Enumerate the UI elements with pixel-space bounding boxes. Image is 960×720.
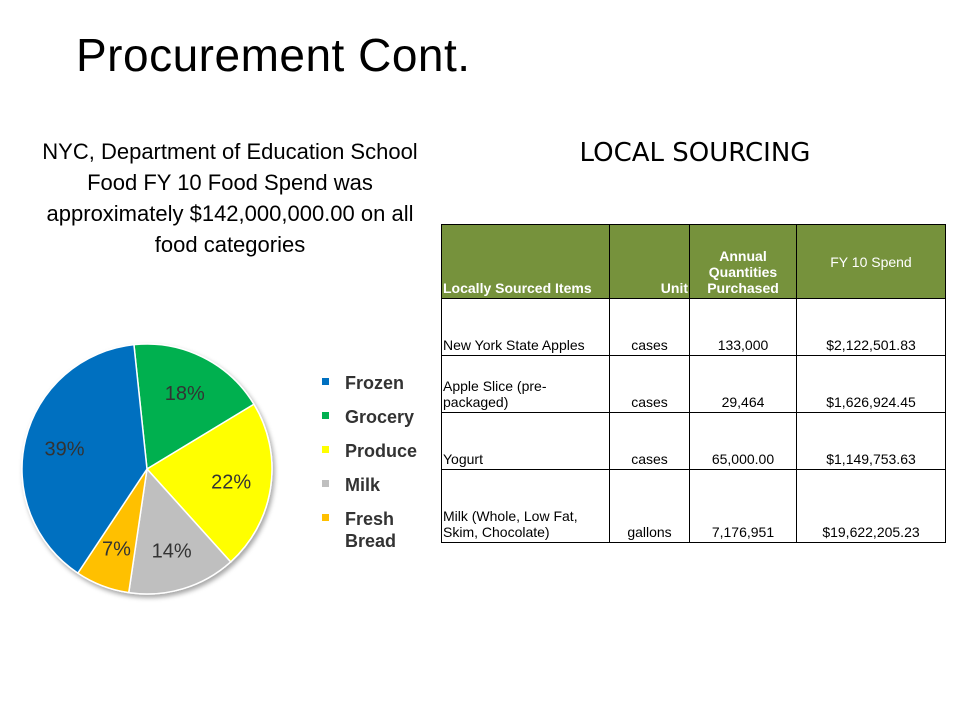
- legend-label: Milk: [345, 475, 381, 495]
- quantity-cell: 133,000: [690, 299, 797, 356]
- legend-label: Produce: [345, 441, 418, 461]
- legend-item: [322, 508, 432, 552]
- spend-cell: $1,626,924.45: [797, 356, 946, 413]
- unit-cell: cases: [610, 299, 690, 356]
- pie-label-grocery: 18%: [164, 382, 205, 405]
- legend-swatch: [322, 378, 329, 385]
- table-row: [442, 413, 946, 470]
- table-row: [442, 470, 946, 543]
- legend-swatch: [322, 446, 329, 453]
- spend-cell: $19,622,205.23: [797, 470, 946, 543]
- legend-swatch: [322, 480, 329, 487]
- section-title: LOCAL SOURCING: [579, 138, 811, 168]
- quantity-cell: 29,464: [690, 356, 797, 413]
- item-cell: Milk (Whole, Low Fat, Skim, Chocolate): [442, 470, 610, 543]
- pie-chart: [0, 0, 300, 620]
- legend-label: Frozen: [345, 373, 405, 393]
- legend-item: [322, 440, 432, 462]
- table-header-row: [442, 225, 946, 299]
- legend-swatch: [322, 514, 329, 521]
- legend-item: [322, 474, 432, 496]
- table-row: [442, 299, 946, 356]
- legend-item: [322, 406, 432, 428]
- item-cell: Yogurt: [442, 413, 610, 470]
- item-cell: New York State Apples: [442, 299, 610, 356]
- pie-label-milk: 14%: [151, 540, 192, 563]
- legend-item: [322, 372, 432, 394]
- unit-cell: cases: [610, 356, 690, 413]
- pie-label-frozen: 39%: [44, 438, 85, 461]
- legend-label: Grocery: [345, 407, 415, 427]
- pie-label-produce: 22%: [211, 471, 252, 494]
- quantity-cell: 65,000.00: [690, 413, 797, 470]
- header-items: Locally Sourced Items: [442, 225, 610, 299]
- local-sourcing-table: [441, 224, 946, 543]
- legend-label: Fresh Bread: [345, 509, 397, 551]
- spend-cell: $1,149,753.63: [797, 413, 946, 470]
- unit-cell: cases: [610, 413, 690, 470]
- slide-title: Procurement Cont.: [76, 29, 471, 81]
- header-spend: FY 10 Spend: [797, 225, 946, 299]
- chart-legend: [322, 372, 432, 564]
- spend-cell: $2,122,501.83: [797, 299, 946, 356]
- table-row: [442, 356, 946, 413]
- item-cell: Apple Slice (pre-packaged): [442, 356, 610, 413]
- legend-swatch: [322, 412, 329, 419]
- intro-text: NYC, Department of Education School Food FY 10 Food Spend was approximately $142,000,000.00 on all food categories: [42, 139, 418, 257]
- header-unit: Unit: [610, 225, 690, 299]
- header-quantities: Annual Quantities Purchased: [690, 225, 797, 299]
- pie-label-fresh-bread: 7%: [102, 538, 131, 561]
- unit-cell: gallons: [610, 470, 690, 543]
- quantity-cell: 7,176,951: [690, 470, 797, 543]
